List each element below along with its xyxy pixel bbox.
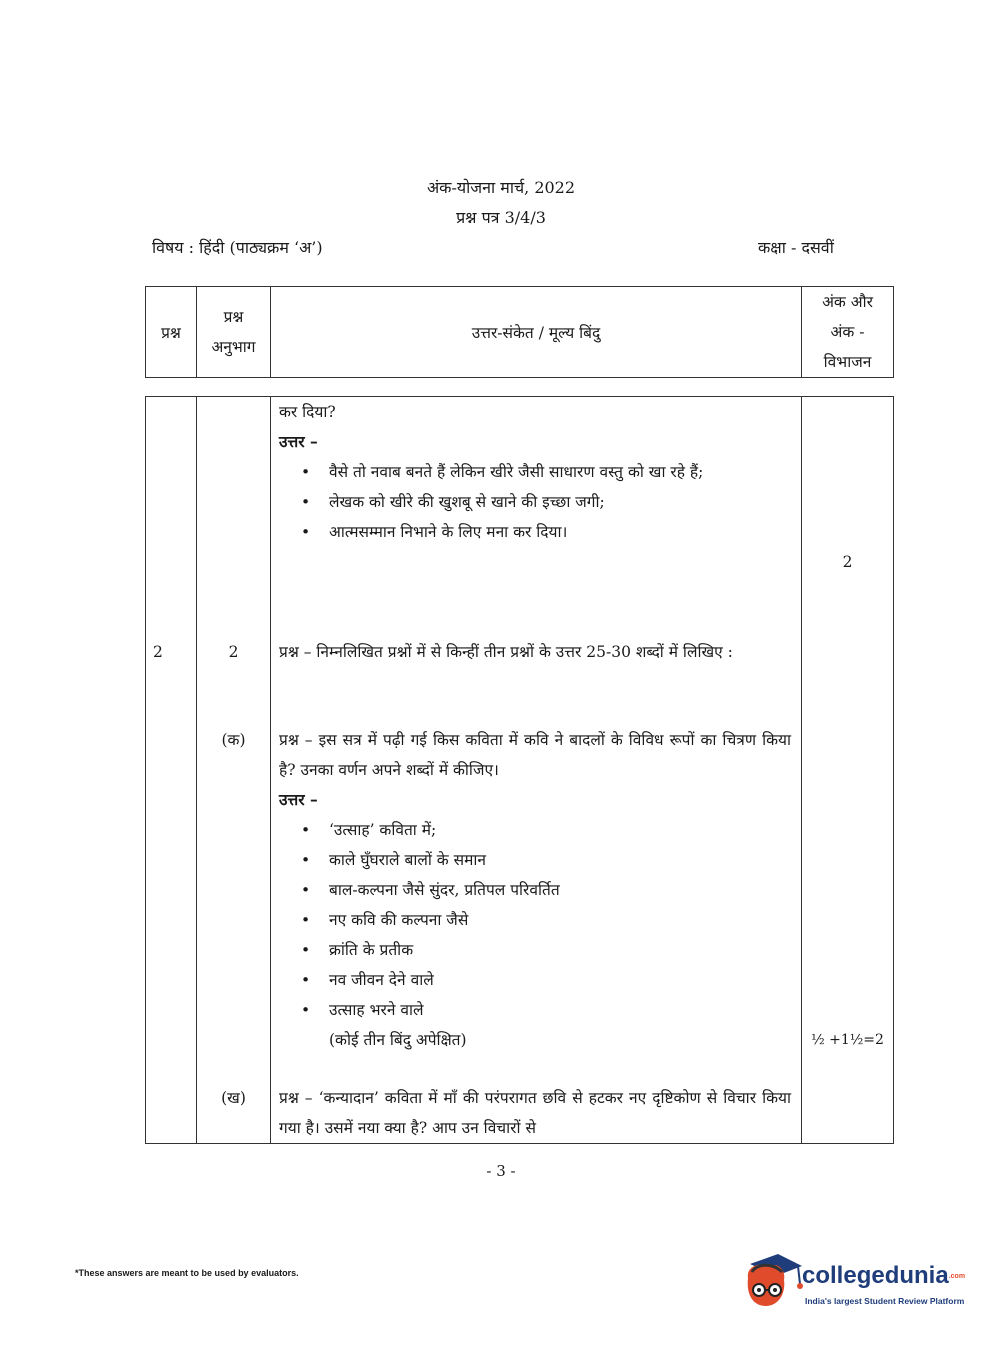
col-section <box>197 397 271 1144</box>
footnote: *These answers are meant to be used by evaluators. <box>75 1268 299 1278</box>
table-header <box>145 286 894 378</box>
ka-question: प्रश्न – इस सत्र में पढ़ी गई किस कविता में कवि ने बादलों के विविध रूपों का चित्रण किया है? उनका वर्णन अपने शब्दों में कीजिए। <box>279 731 791 779</box>
list-item: • बाल-कल्पना जैसे सुंदर, प्रतिपल परिवर्तित <box>301 875 791 905</box>
paper-code: प्रश्न पत्र 3/4/3 <box>456 208 546 227</box>
list-item: • वैसे तो नवाब बनते हैं लेकिन खीरे जैसी साधारण वस्तु को खा रहे हैं; <box>301 457 791 487</box>
mascot-icon <box>742 1250 804 1310</box>
list-item: • काले घुँघराले बालों के समान <box>301 845 791 875</box>
logo-name: collegedunia <box>802 1262 949 1289</box>
continued-marks: 2 <box>842 553 853 571</box>
header-marks-line1: अंक और <box>822 293 873 311</box>
section-kha: (ख) <box>221 1089 246 1107</box>
class-label: कक्षा - दसवीं <box>758 238 834 257</box>
header-section-line1: प्रश्न <box>223 308 244 326</box>
header-answer: उत्तर-संकेत / मूल्य बिंदु <box>271 287 802 378</box>
section-ka: (क) <box>221 731 246 749</box>
col-answer <box>271 397 802 1144</box>
list-item: • ‘उत्साह’ कविता में; <box>301 815 791 845</box>
header-question: प्रश्न <box>146 287 197 378</box>
page-title: अंक-योजना मार्च, 2022 <box>426 178 576 197</box>
list-item: • आत्मसम्मान निभाने के लिए मना कर दिया। <box>301 517 791 547</box>
subject-label: विषय : हिंदी (पाठ्यक्रम ‘अ’) <box>152 238 323 257</box>
table-body <box>145 396 894 1144</box>
list-item: • उत्साह भरने वाले <box>301 995 791 1025</box>
continued-question: कर दिया? <box>279 403 336 421</box>
logo-suffix: .com <box>948 1273 966 1281</box>
continued-bullets <box>301 457 791 547</box>
header-marks-line3: विभाजन <box>823 353 872 371</box>
question-2-text: प्रश्न – निम्नलिखित प्रश्नों में से किन्हीं तीन प्रश्नों के उत्तर 25-30 शब्दों में लिखिए : <box>279 643 733 661</box>
col-marks <box>802 397 894 1144</box>
ka-answer-label: उत्तर – <box>279 790 318 809</box>
section-number: 2 <box>228 643 239 661</box>
question-number: 2 <box>153 643 163 661</box>
ka-bullets <box>301 815 791 1025</box>
list-item: • नव जीवन देने वाले <box>301 965 791 995</box>
list-item: • क्रांति के प्रतीक <box>301 935 791 965</box>
header-marks <box>802 287 894 378</box>
page-number: - 3 - <box>486 1162 516 1180</box>
kha-question: प्रश्न – ‘कन्यादान’ कविता में माँ की परंपरागत छवि से हटकर नए दृष्टिकोण से विचार किया गया है। उसमें नया क्या है? आप उन विचारों से <box>279 1089 791 1137</box>
list-item: • लेखक को खीरे की खुशबू से खाने की इच्छा जगी; <box>301 487 791 517</box>
answer-label: उत्तर – <box>279 432 318 451</box>
header-section-line2: अनुभाग <box>211 338 256 356</box>
header-marks-line2: अंक - <box>830 323 865 341</box>
header-section <box>197 287 271 378</box>
ka-marks: ½ +1½=2 <box>811 1032 884 1048</box>
collegedunia-logo <box>742 1250 972 1310</box>
list-item: • नए कवि की कल्पना जैसे <box>301 905 791 935</box>
logo-tagline: India's largest Student Review Platform <box>805 1296 965 1306</box>
ka-note: (कोई तीन बिंदु अपेक्षित) <box>329 1031 467 1049</box>
col-question <box>146 397 197 1144</box>
